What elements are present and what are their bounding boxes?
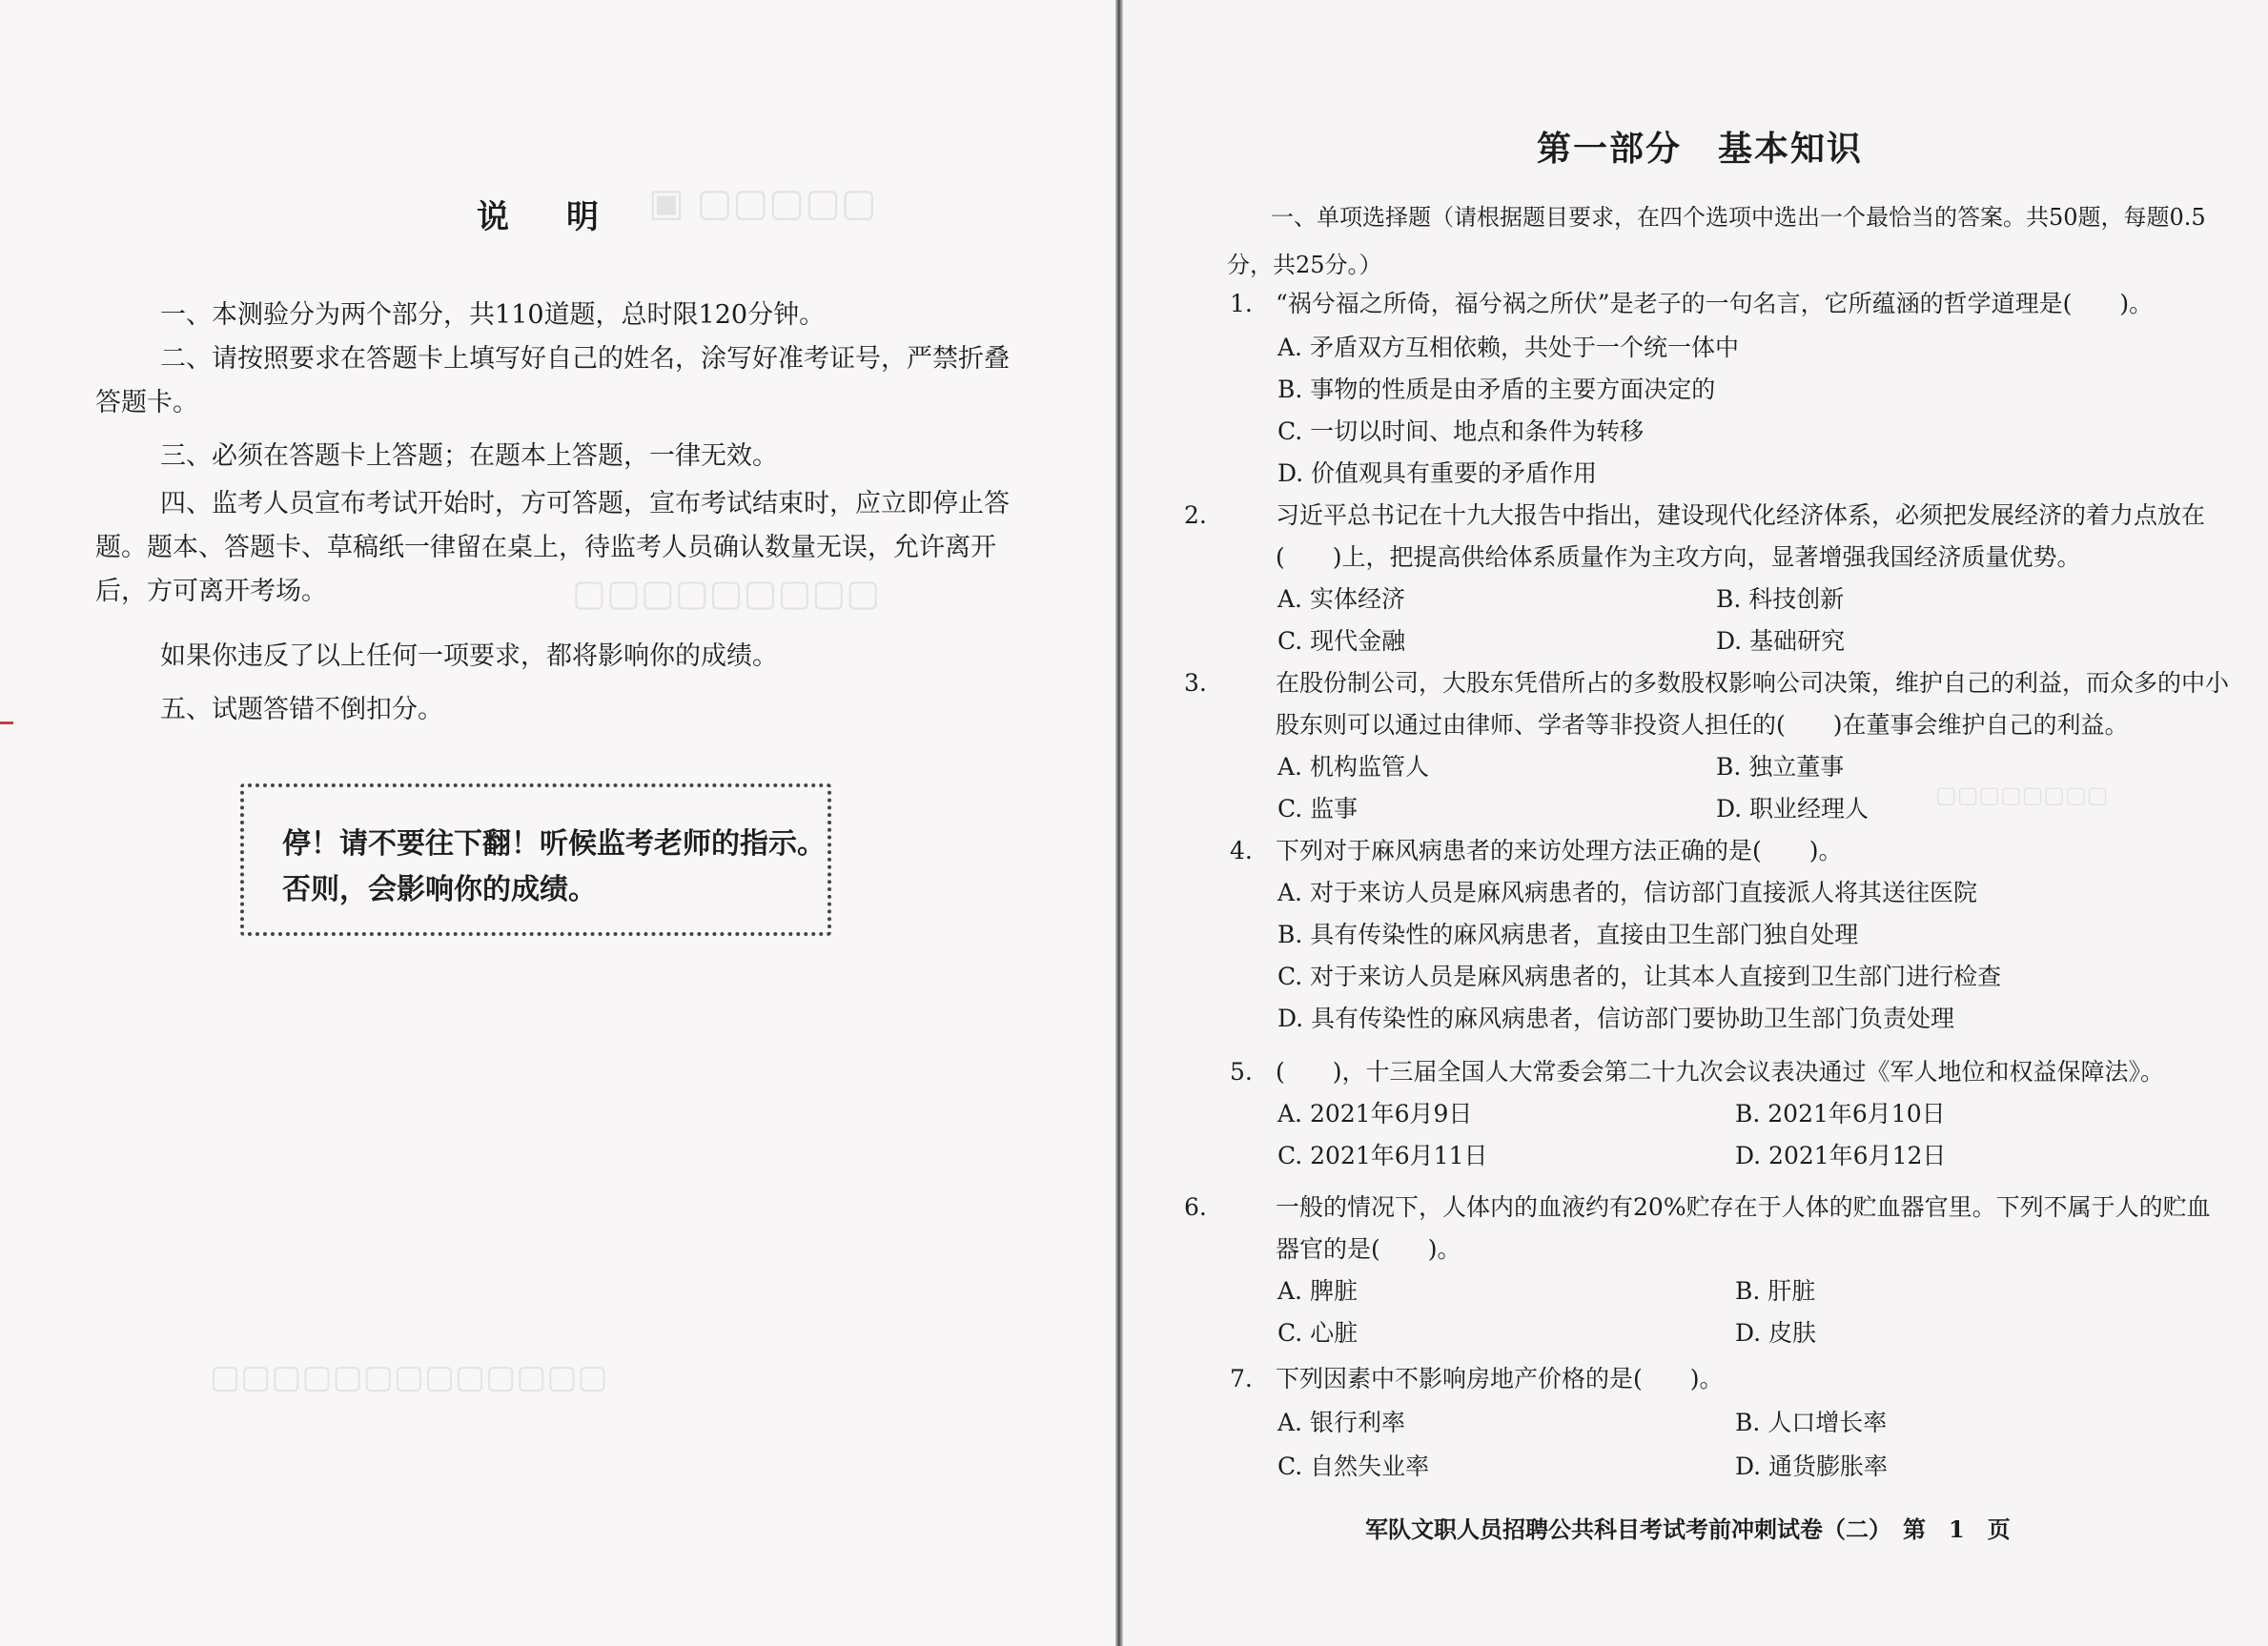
- option: C. 对于来访人员是麻风病患者的，让其本人直接到卫生部门进行检查: [1277, 963, 2002, 990]
- option: C. 现代金融: [1277, 627, 1406, 655]
- question-4: 4. 下列对于麻风病患者的来访处理方法正确的是( )。: [1230, 837, 1843, 864]
- part-title: 第一部分 基本知识: [1537, 129, 1864, 169]
- question-6: 6. 一般的情况下，人体内的血液约有20%贮存在于人体的贮血器官里。下列不属于人的贮血器官的是( )。: [1184, 1193, 2211, 1263]
- option: D. 职业经理人: [1716, 795, 1870, 823]
- option: D. 皮肤: [1735, 1319, 1817, 1347]
- option: B. 具有传染性的麻风病患者，直接由卫生部门独自处理: [1277, 921, 1859, 948]
- question-5: 5. ( )，十三届全国人大常委会第二十九次会议表决通过《军人地位和权益保障法》。: [1230, 1058, 2165, 1086]
- option: B. 肝脏: [1735, 1277, 1816, 1305]
- option: A. 对于来访人员是麻风病患者的，信访部门直接派人将其送往医院: [1277, 879, 1977, 906]
- question-1: 1. “祸兮福之所倚，福兮祸之所伏”是老子的一句名言，它所蕴涵的哲学道理是( )。: [1230, 290, 2154, 317]
- page-title: 说明: [477, 198, 656, 236]
- option: A. 机构监管人: [1277, 753, 1429, 781]
- option: C. 监事: [1277, 795, 1359, 823]
- instruction-2: 二、请按照要求在答题卡上填写好自己的姓名，涂写好准考证号，严禁折叠答题卡。: [95, 344, 1010, 417]
- book-binding: [1115, 0, 1123, 1646]
- instruction-4: 四、监考人员宣布考试开始时，方可答题，宣布考试结束时，应立即停止答题。题本、答题卡、草稿纸一律留在桌上，待监考人员确认数量无误，允许离开后，方可离开考场。: [95, 489, 1010, 606]
- option: B. 人口增长率: [1735, 1409, 1888, 1436]
- option: A. 2021年6月9日: [1277, 1100, 1473, 1128]
- question-2: 2. 习近平总书记在十九大报告中指出，建设现代化经济体系，必须把发展经济的着力点放在( )上，把提高供给体系质量作为主攻方向，显著增强我国经济质量优势。: [1184, 501, 2206, 571]
- option: A. 矛盾双方互相依赖，共处于一个统一体中: [1277, 334, 1739, 361]
- instruction-warning: 如果你违反了以上任何一项要求，都将影响你的成绩。: [160, 641, 778, 671]
- option: B. 2021年6月10日: [1735, 1100, 1946, 1128]
- instruction-1: 一、本测验分为两个部分，共110道题，总时限120分钟。: [160, 300, 826, 330]
- option: D. 价值观具有重要的矛盾作用: [1277, 459, 1598, 487]
- instruction-5: 五、试题答错不倒扣分。: [160, 695, 443, 724]
- option: D. 通货膨胀率: [1735, 1453, 1889, 1480]
- option: C. 自然失业率: [1277, 1453, 1430, 1480]
- option: D. 基础研究: [1716, 627, 1846, 655]
- option: D. 具有传染性的麻风病患者，信访部门要协助卫生部门负责处理: [1277, 1005, 1955, 1032]
- option: B. 事物的性质是由矛盾的主要方面决定的: [1277, 376, 1716, 403]
- section-instruction: 一、单项选择题（请根据题目要求，在四个选项中选出一个最恰当的答案。共50题，每题0.5分，共25分。）: [1227, 204, 2206, 278]
- option: A. 实体经济: [1277, 585, 1405, 613]
- option: A. 银行利率: [1277, 1409, 1405, 1436]
- margin-mark: [0, 721, 13, 724]
- question-7: 7. 下列因素中不影响房地产价格的是( )。: [1230, 1365, 1724, 1392]
- option: C. 一切以时间、地点和条件为转移: [1277, 417, 1645, 445]
- option: A. 脾脏: [1277, 1277, 1358, 1305]
- option: C. 2021年6月11日: [1277, 1142, 1488, 1169]
- option: D. 2021年6月12日: [1735, 1142, 1947, 1169]
- option: B. 独立董事: [1716, 753, 1845, 781]
- stop-notice-line1: 停！请不要往下翻！听候监考老师的指示。: [282, 827, 826, 861]
- stop-notice-line2: 否则，会影响你的成绩。: [282, 873, 597, 906]
- option: C. 心脏: [1277, 1319, 1359, 1347]
- page-footer: 军队文职人员招聘公共科目考试考前冲刺试卷（二） 第 1 页: [1365, 1515, 2011, 1543]
- instruction-3: 三、必须在答题卡上答题；在题本上答题，一律无效。: [160, 441, 778, 471]
- option: B. 科技创新: [1716, 585, 1845, 613]
- stop-notice-box: [240, 783, 831, 936]
- question-3: 3. 在股份制公司，大股东凭借所占的多数股权影响公司决策，维护自己的利益，而众多的中小股东则可以通过由律师、学者等非投资人担任的( )在董事会维护自己的利益。: [1184, 669, 2230, 739]
